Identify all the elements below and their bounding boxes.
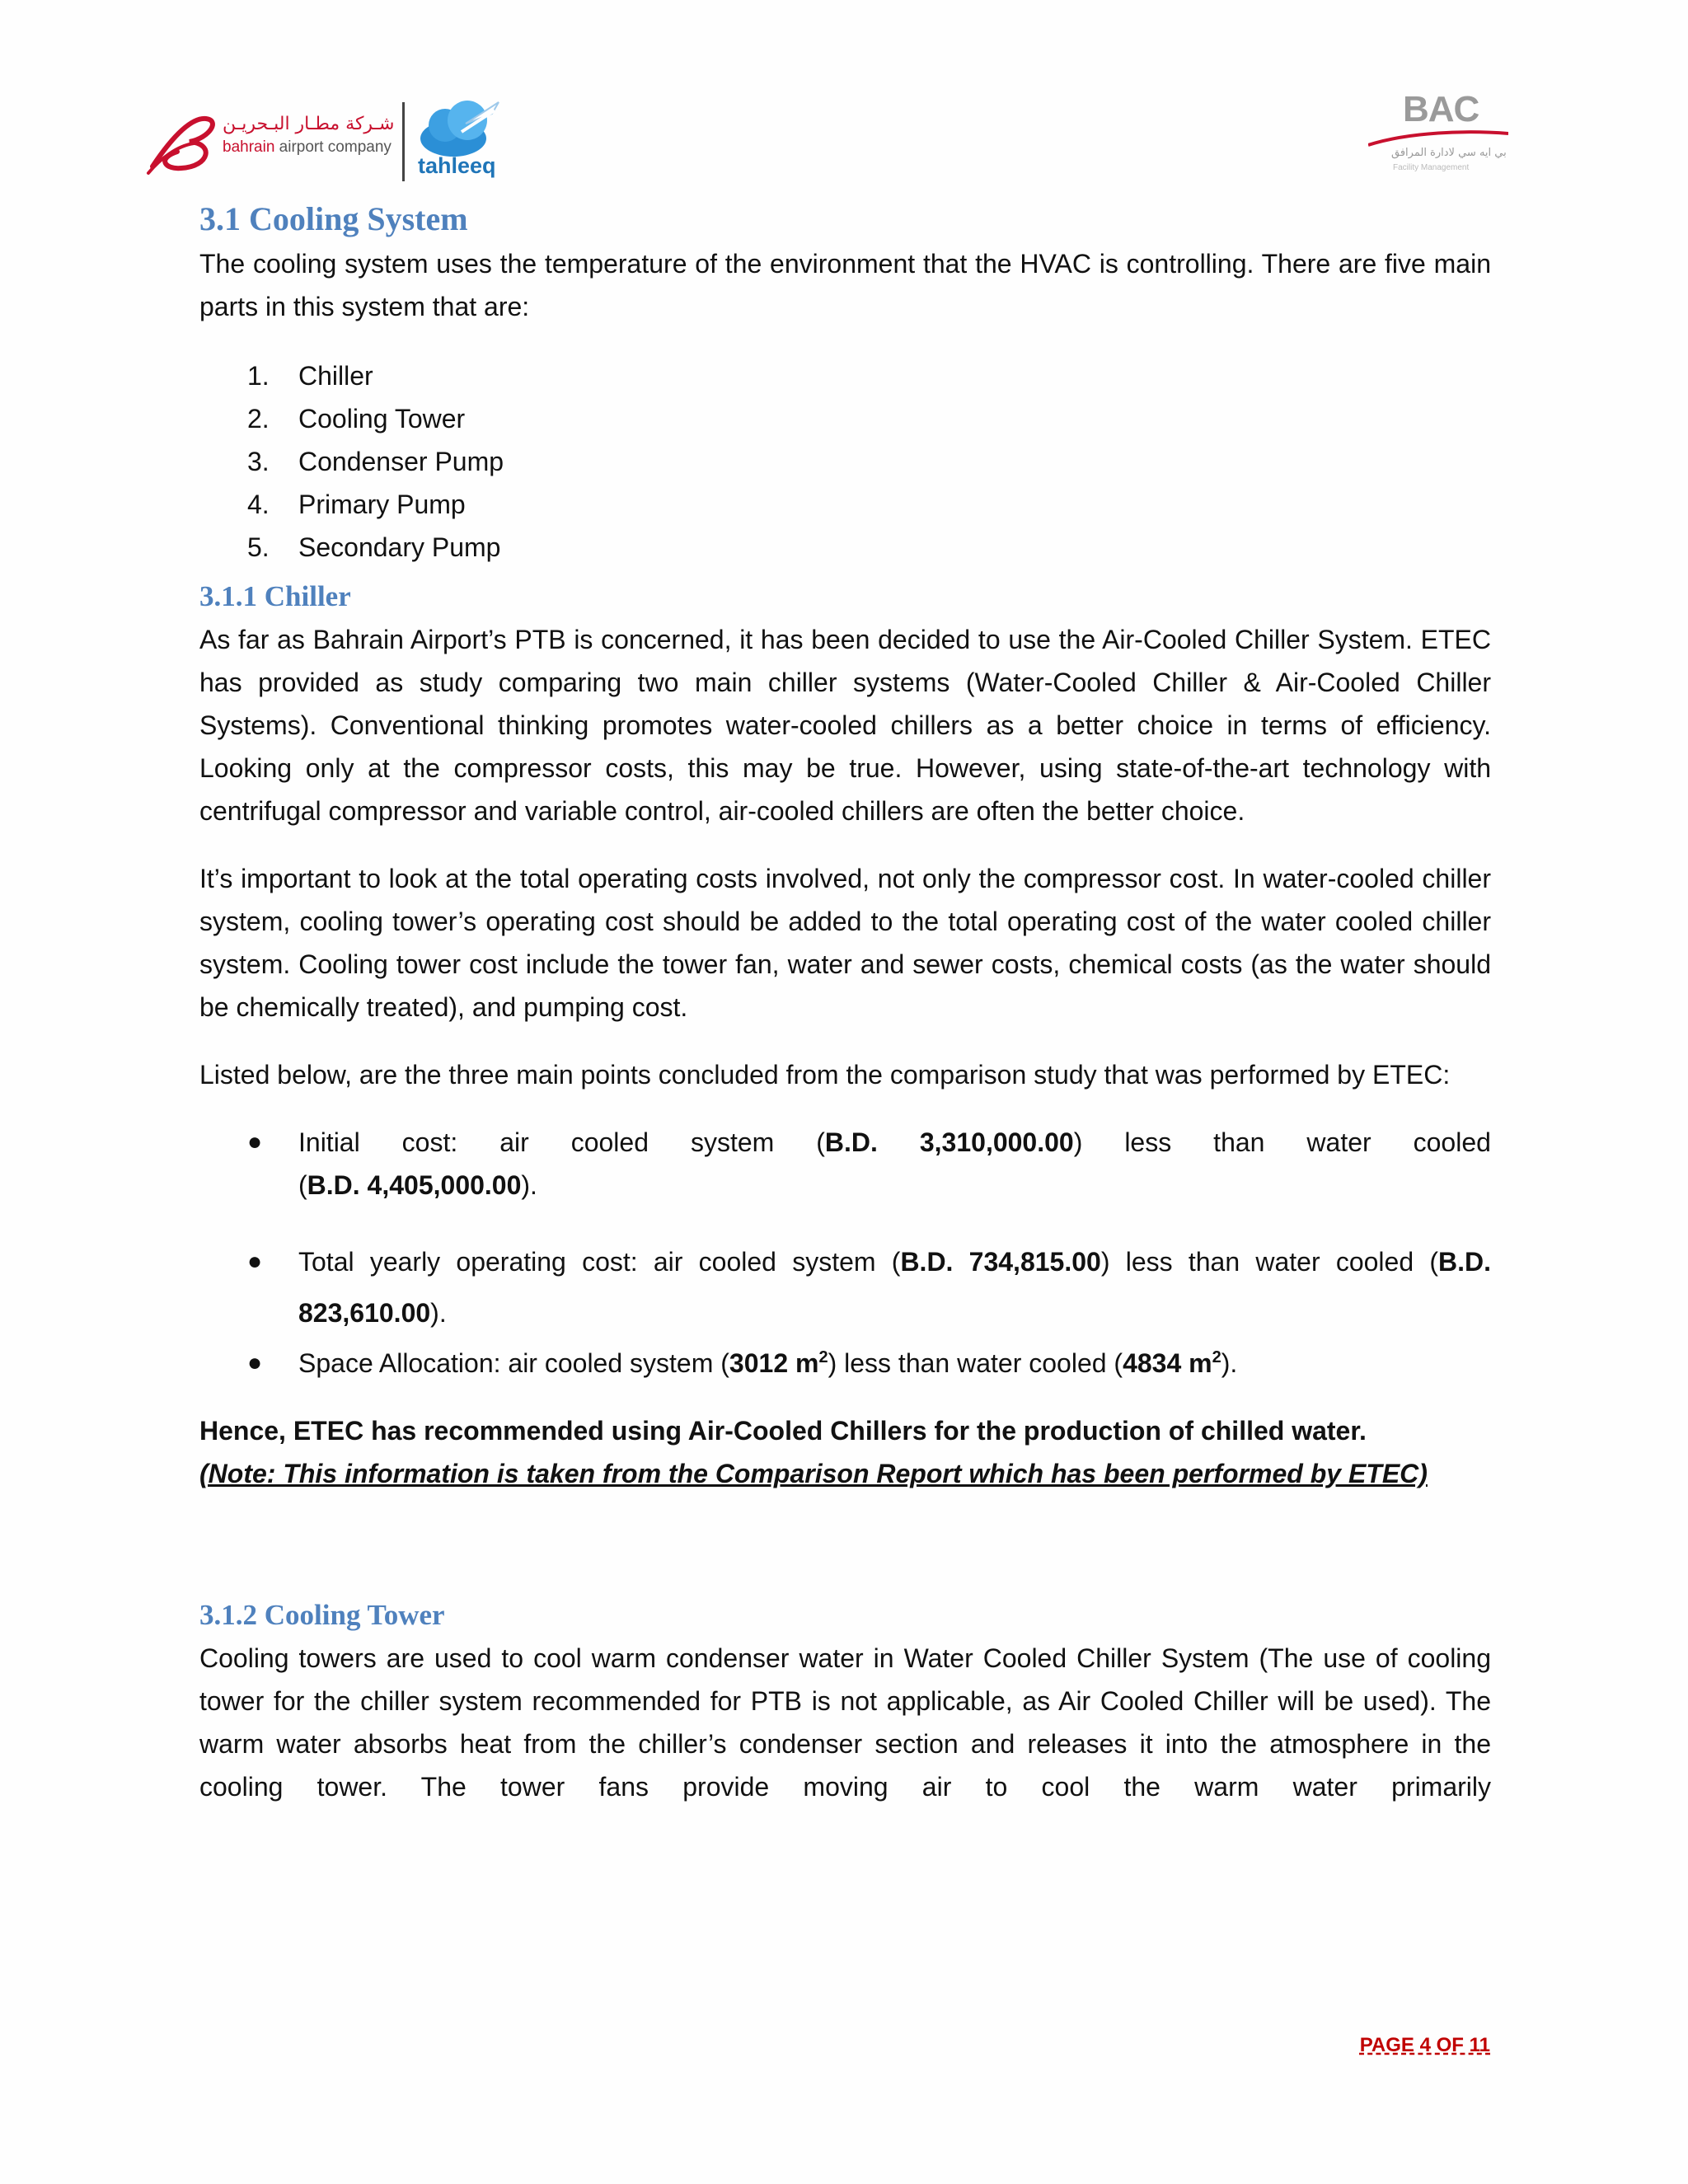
document-body (199, 196, 1491, 1808)
bac-facility-management-logo (1368, 89, 1508, 176)
chiller-paragraph-3: Listed below, are the three main points concluded from the comparison study that was performed by ETEC: (199, 1060, 1451, 1090)
company-name-arabic: شـركة مطـار البـحريـن (223, 114, 395, 134)
bac-wordmark: BAC (1403, 89, 1479, 129)
company-name-english: bahrain airport company (223, 138, 392, 156)
bahrain-airport-company-logo (144, 99, 515, 181)
section-intro: The cooling system uses the temperature of the environment that the HVAC is controlling. There are five main parts in this system that are: (199, 249, 1491, 321)
list-item: 1. Chiller (247, 361, 373, 391)
list-item: 3. Condenser Pump (247, 447, 504, 476)
page-number: PAGE 4 OF 11 (1359, 2034, 1490, 2056)
bahrain-b-logo-icon (144, 109, 218, 179)
list-item: 2. Cooling Tower (247, 404, 466, 434)
bac-swoosh-icon (1368, 129, 1508, 147)
list-item: ● Initial cost: air cooled system (B.D. 3,310,000.00) less than water cooled (B.D. 4,405,000.00). (199, 1121, 1491, 1207)
bullet-icon: ● (247, 1349, 263, 1376)
comparison-points-list (199, 1121, 1491, 1385)
list-item: 4. Primary Pump (247, 490, 466, 519)
list-item: ● Space Allocation: air cooled system (3012 $m^2$) less than water cooled (4834 $m^2$). (199, 1342, 1491, 1385)
tahleeq-cloud-icon (416, 99, 507, 158)
note-text: (Note: This information is taken from the Comparison Report which has been performed by ETEC) (199, 1459, 1428, 1488)
main-parts-list (199, 354, 1491, 569)
chiller-heading: 3.1.1 Chiller (199, 580, 351, 612)
cooling-tower-paragraph: Cooling towers are used to cool warm condenser water in Water Cooled Chiller System (The use of cooling tower for the chiller system recommended for PTB is not applicable, as Air Cooled Chiller will be used). The warm water absorbs heat from the chiller’s condenser section and releases it into the atmosphere in the cooling tower. The tower fans provide moving air to cool the warm water primarily (199, 1643, 1491, 1802)
list-item: ● Total yearly operating cost: air cooled system (B.D. 734,815.00) less than water cooled (B.D. 823,610.00). (199, 1236, 1491, 1338)
bac-arabic-text: بي ايه سي لادارة المرافق (1391, 147, 1507, 159)
conclusion-text: Hence, ETEC has recommended using Air-Cooled Chillers for the production of chilled water. (199, 1416, 1367, 1446)
list-item: 5. Secondary Pump (247, 532, 501, 562)
bullet-icon: ● (247, 1248, 263, 1275)
chiller-paragraph-2: It’s important to look at the total operating costs involved, not only the compressor cost. In water-cooled chiller system, cooling tower’s operating cost should be added to the total operating cost of the water cooled chiller system. Cooling tower cost include the tower fan, water and sewer costs, chemical costs (as the water should be chemically treated), and pumping cost. (199, 864, 1491, 1022)
section-heading: 3.1 Cooling System (199, 200, 468, 237)
cooling-tower-heading: 3.1.2 Cooling Tower (199, 1599, 445, 1631)
chiller-paragraph-1: As far as Bahrain Airport’s PTB is concerned, it has been decided to use the Air-Cooled Chiller System. ETEC has provided as study comparing two main chiller systems (Water-Cooled Chiller & Air-Cooled Chiller Systems). Conventional thinking promotes water-cooled chillers as a better choice in terms of efficiency. Looking only at the compressor costs, this may be true. However, using state-of-the-art technology with centrifugal compressor and variable control, air-cooled chillers are often the better choice. (199, 625, 1491, 826)
bac-facility-text: Facility Management (1393, 163, 1470, 172)
tahleeq-wordmark: tahleeq (418, 153, 496, 178)
logo-divider (402, 102, 405, 181)
bullet-icon: ● (247, 1128, 263, 1155)
